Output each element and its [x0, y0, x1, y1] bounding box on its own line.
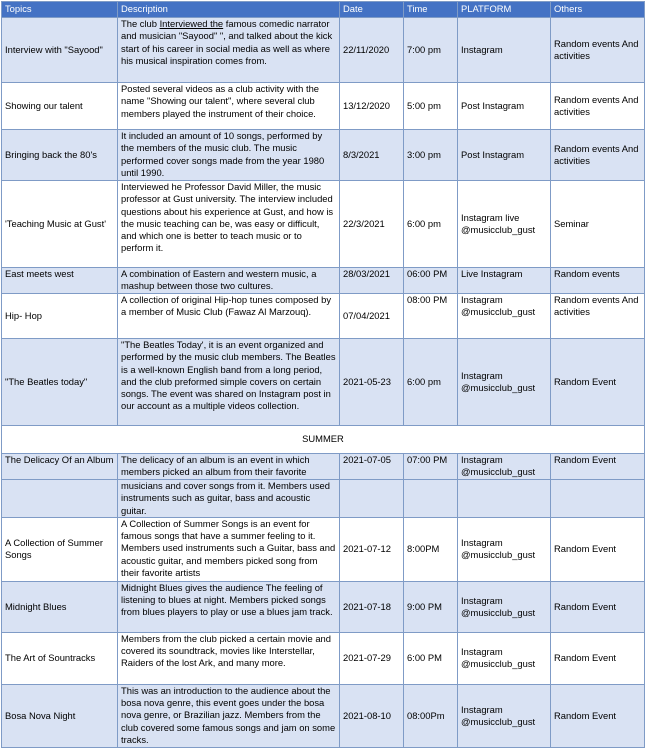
others-cell	[551, 480, 645, 518]
table-row	[2, 581, 645, 632]
platform-cell: Post Instagram	[458, 130, 551, 181]
table-row	[2, 632, 645, 684]
others-cell: Random Event	[551, 517, 645, 581]
table-row	[2, 83, 645, 130]
time-cell: 3:00 pm	[404, 130, 458, 181]
topic-cell: The Art of Sountracks	[2, 632, 118, 684]
topic-cell: "The Beatles today"	[2, 339, 118, 426]
time-cell: 7:00 pm	[404, 18, 458, 83]
date-cell: 28/03/2021	[340, 268, 404, 294]
description-cell: A collection of original Hip-hop tunes composed by a member of Music Club (Fawaz Al Marzouq).	[118, 294, 340, 339]
description-cell: Posted several videos as a club activity with the name "Showing our talent", where several club members played the instrument of their choice.	[118, 83, 340, 130]
platform-cell: Instagram @musicclub_gust	[458, 517, 551, 581]
description-cell: musicians and cover songs from it. Members used instruments such as guitar, bass and acoustic guitar.	[118, 480, 340, 518]
date-cell: 22/11/2020	[340, 18, 404, 83]
description-cell: The delicacy of an album is an event in which members picked an album from their favorite	[118, 454, 340, 480]
table-header-row	[2, 2, 645, 18]
events-table	[1, 1, 645, 748]
header-date: Date	[340, 2, 404, 18]
topic-cell: A Collection of Summer Songs	[2, 517, 118, 581]
underlined-text: Interviewed the	[159, 18, 224, 29]
platform-cell: Post Instagram	[458, 83, 551, 130]
topic-cell: Interview with "Sayood"	[2, 18, 118, 83]
topic-cell: Hip- Hop	[2, 294, 118, 339]
date-cell: 2021-07-12	[340, 517, 404, 581]
platform-cell: Live Instagram	[458, 268, 551, 294]
topic-cell: Bosa Nova Night	[2, 684, 118, 747]
description-cell: Members from the club picked a certain movie and covered its soundtrack, movies like Interstellar, Raiders of the lost Ark, and many more.	[118, 632, 340, 684]
header-topics: Topics	[2, 2, 118, 18]
topic-cell: East meets west	[2, 268, 118, 294]
table-row	[2, 130, 645, 181]
time-cell: 9:00 PM	[404, 581, 458, 632]
others-cell: Random Event	[551, 339, 645, 426]
topic-cell: 'Teaching Music at Gust'	[2, 181, 118, 268]
date-cell: 13/12/2020	[340, 83, 404, 130]
time-cell: 08:00 PM	[404, 294, 458, 339]
table-row	[2, 268, 645, 294]
table-row	[2, 181, 645, 268]
topic-cell: The Delicacy Of an Album	[2, 454, 118, 480]
time-cell: 08:00Pm	[404, 684, 458, 747]
platform-cell: Instagram @musicclub_gust	[458, 684, 551, 747]
description-cell	[118, 18, 340, 83]
platform-cell	[458, 480, 551, 518]
topic-cell: Showing our talent	[2, 83, 118, 130]
table-row	[2, 454, 645, 480]
time-cell: 8:00PM	[404, 517, 458, 581]
date-cell: 8/3/2021	[340, 130, 404, 181]
table-row	[2, 18, 645, 83]
description-text: The club	[121, 18, 160, 29]
time-cell: 6:00 pm	[404, 181, 458, 268]
others-cell: Seminar	[551, 181, 645, 268]
table-row	[2, 480, 645, 518]
topic-cell	[2, 480, 118, 518]
platform-cell: Instagram	[458, 18, 551, 83]
date-cell: 2021-07-29	[340, 632, 404, 684]
date-cell	[340, 480, 404, 518]
date-cell: 07/04/2021	[340, 294, 404, 339]
others-cell: Random events And activities	[551, 294, 645, 339]
platform-cell: Instagram @musicclub_gust	[458, 339, 551, 426]
platform-cell: Instagram @musicclub_gust	[458, 454, 551, 480]
time-cell: 5:00 pm	[404, 83, 458, 130]
date-cell: 2021-05-23	[340, 339, 404, 426]
time-cell: 6:00 PM	[404, 632, 458, 684]
others-cell: Random events And activities	[551, 83, 645, 130]
platform-cell: Instagram @musicclub_gust	[458, 632, 551, 684]
topic-cell: Bringing back the 80's	[2, 130, 118, 181]
date-cell: 22/3/2021	[340, 181, 404, 268]
table-row	[2, 294, 645, 339]
others-cell: Random Event	[551, 454, 645, 480]
others-cell: Random Event	[551, 581, 645, 632]
table-row	[2, 517, 645, 581]
description-cell: A combination of Eastern and western music, a mashup between those two cultures.	[118, 268, 340, 294]
description-cell: A Collection of Summer Songs is an event for famous songs that have a summer feeling to it. Members used instruments such a Guitar, bass and acoustic guitar, and members picked song from their favorite artists	[118, 517, 340, 581]
platform-cell: Instagram @musicclub_gust	[458, 294, 551, 339]
others-cell: Random events	[551, 268, 645, 294]
description-cell: Midnight Blues gives the audience The feeling of listening to blues at night. Members picked songs from blues players to play or use a blues jam track.	[118, 581, 340, 632]
header-time: Time	[404, 2, 458, 18]
others-cell: Random events And activities	[551, 130, 645, 181]
time-cell: 6:00 pm	[404, 339, 458, 426]
time-cell: 06:00 PM	[404, 268, 458, 294]
topic-cell: Midnight Blues	[2, 581, 118, 632]
others-cell: Random Event	[551, 684, 645, 747]
others-cell: Random events And activities	[551, 18, 645, 83]
header-platform: PLATFORM	[458, 2, 551, 18]
header-others: Others	[551, 2, 645, 18]
description-text: famous comedic narrator and musician "Sayood" ", and talked about the kick start of his career in social media as well as where his musical inspiration comes from.	[121, 18, 333, 66]
description-cell: "The Beatles Today', it is an event organized and performed by the music club members. The Beatles is a well-known English band from a long period, and the club preformed simple covers on certain songs. The event was shared on Instagram post in our account as a multiple videos collection.	[118, 339, 340, 426]
section-label: SUMMER	[2, 426, 645, 454]
platform-cell: Instagram live @musicclub_gust	[458, 181, 551, 268]
description-cell: This was an introduction to the audience about the bosa nova genre, this event goes under the bosa nova genre, or Brazilian jazz. Members from the club covered some famous songs and jam on some tracks.	[118, 684, 340, 747]
table-row	[2, 339, 645, 426]
date-cell: 2021-08-10	[340, 684, 404, 747]
others-cell: Random Event	[551, 632, 645, 684]
description-cell: It included an amount of 10 songs, performed by the members of the music club. The music performed cover songs made from the year 1980 until 1990.	[118, 130, 340, 181]
platform-cell: Instagram @musicclub_gust	[458, 581, 551, 632]
date-cell: 2021-07-05	[340, 454, 404, 480]
date-cell: 2021-07-18	[340, 581, 404, 632]
time-cell: 07:00 PM	[404, 454, 458, 480]
description-cell: Interviewed he Professor David Miller, the music professor at Gust university. The interview included questions about his experience at Gust, and how is the music teaching can be, was easy or difficult, and which one is better to teach music or to perform it.	[118, 181, 340, 268]
table-row	[2, 684, 645, 747]
time-cell	[404, 480, 458, 518]
section-row	[2, 426, 645, 454]
header-description: Description	[118, 2, 340, 18]
